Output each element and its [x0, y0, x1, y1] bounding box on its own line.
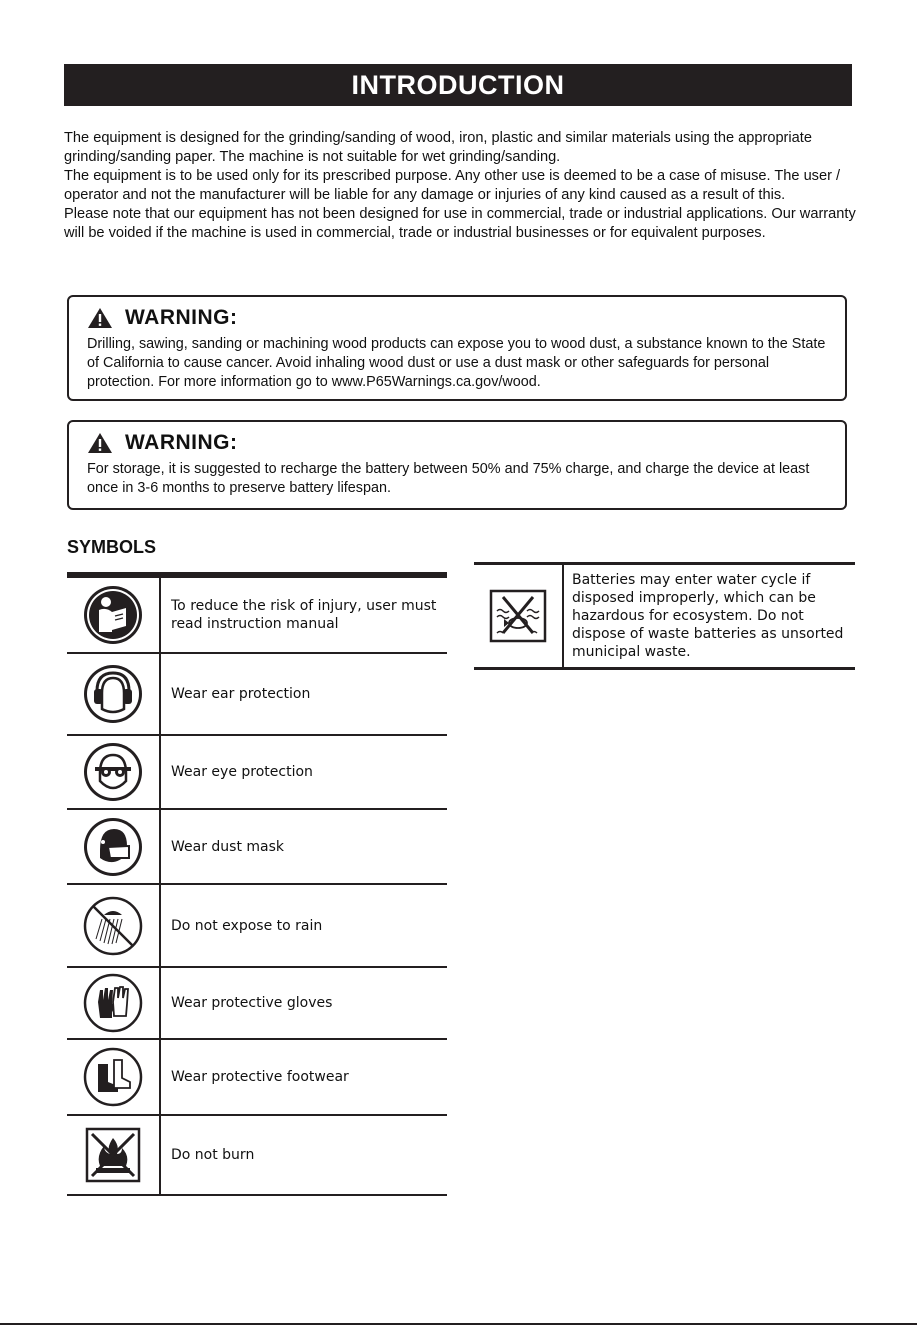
warning-header: [87, 428, 831, 458]
symbol-description: To reduce the risk of injury, user must read instruction manual: [171, 598, 437, 632]
table-row: [67, 1040, 447, 1116]
page-bottom-rule: [0, 1323, 917, 1325]
symbol-description: Do not burn: [171, 1147, 255, 1163]
no-rain-icon: [67, 885, 161, 966]
table-row: [67, 885, 447, 968]
no-burn-icon: [67, 1116, 161, 1194]
ear-protection-icon: [67, 654, 161, 734]
table-row: [67, 654, 447, 736]
symbols-table: [67, 572, 447, 1196]
warning-box-battery-storage: [67, 420, 847, 510]
intro-paragraph-1: The equipment is designed for the grinding/sanding of wood, iron, plastic and similar materials using the appropriate grinding/sanding paper. The machine is not suitable for wet grinding/sanding.: [64, 130, 812, 165]
warning-body: For storage, it is suggested to recharge the battery between 50% and 75% charge, and charge the device at least once in 3-6 months to preserve battery lifespan.: [87, 461, 810, 496]
symbols-table-right: [474, 562, 855, 670]
no-water-disposal-icon: [474, 565, 564, 667]
warning-triangle-icon: [87, 432, 113, 454]
eye-protection-icon: [67, 736, 161, 808]
read-manual-icon: [67, 578, 161, 652]
table-row: [474, 565, 855, 670]
table-row: [67, 810, 447, 885]
warning-header: [87, 303, 831, 333]
warning-body: Drilling, sawing, sanding or machining wood products can expose you to wood dust, a substance known to the State of California to cause cancer. Avoid inhaling wood dust or use a dust mask or other safeguards for personal protection. For more information go to www.P65Warnings.ca.gov/wood.: [87, 336, 826, 390]
table-row: [67, 736, 447, 810]
symbol-description: Do not expose to rain: [171, 917, 323, 934]
symbol-description: Wear protective gloves: [171, 995, 333, 1011]
dust-mask-icon: [67, 810, 161, 883]
symbols-heading: SYMBOLS: [67, 537, 157, 557]
symbol-description: Wear protective footwear: [171, 1069, 349, 1085]
table-row: [67, 968, 447, 1040]
warning-box-wood-dust: [67, 295, 847, 401]
symbol-description: Batteries may enter water cycle if disposed improperly, which can be hazardous for ecosystem. Do not dispose of waste batteries as unsorted municipal waste.: [572, 572, 844, 660]
intro-paragraph-2: The equipment is to be used only for its prescribed purpose. Any other use is deemed to be a case of misuse. The user / operator and not the manufacturer will be liable for any damage or injuries of any kind caused as a result of this.: [64, 168, 841, 203]
page-title: INTRODUCTION: [64, 64, 852, 106]
footwear-icon: [67, 1040, 161, 1114]
intro-text: [64, 129, 856, 243]
intro-paragraph-3: Please note that our equipment has not been designed for use in commercial, trade or industrial applications. Our warranty will be voided if the machine is used in commercial, trade or industrial businesses or for equivalent purposes.: [64, 206, 856, 241]
warning-title: WARNING:: [125, 306, 238, 329]
symbol-description: Wear eye protection: [171, 764, 313, 780]
table-row: [67, 1116, 447, 1196]
warning-triangle-icon: [87, 307, 113, 329]
gloves-icon: [67, 968, 161, 1038]
table-row: [67, 578, 447, 654]
symbol-description: Wear ear protection: [171, 686, 311, 702]
warning-title: WARNING:: [125, 431, 238, 454]
symbol-description: Wear dust mask: [171, 838, 285, 855]
